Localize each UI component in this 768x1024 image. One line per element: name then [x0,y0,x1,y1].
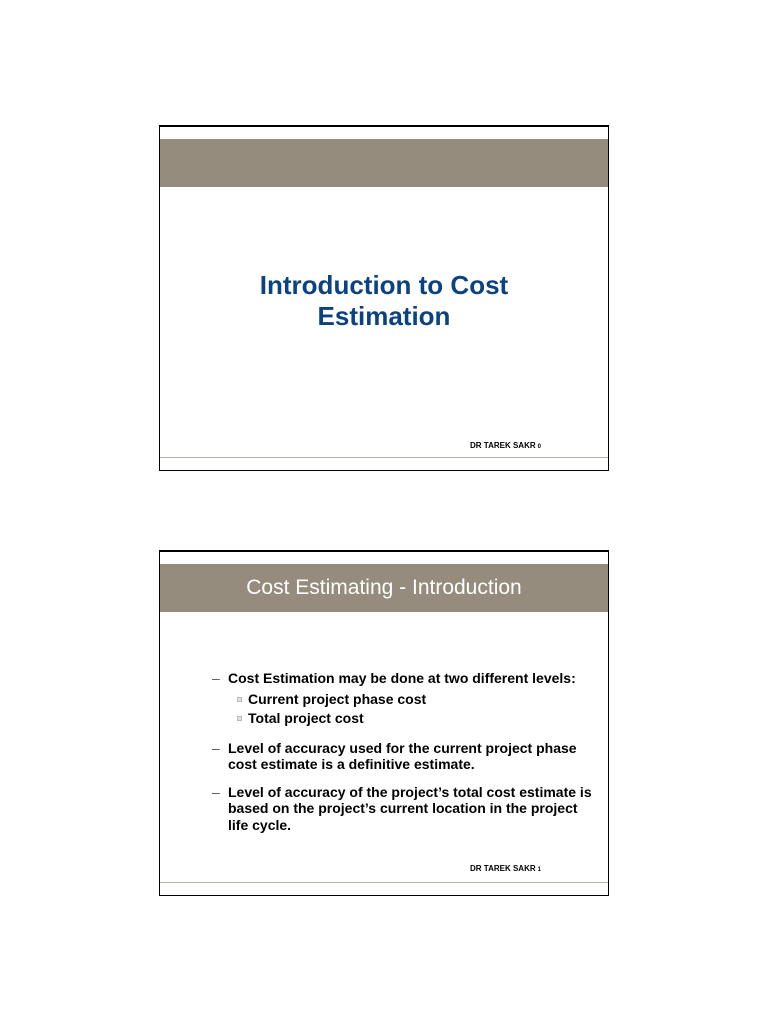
slide-1 [159,125,609,471]
dash-bullet-icon: – [212,670,220,686]
footer-divider [160,457,608,458]
sub-bullet-item [237,690,597,710]
bullet-text: Cost Estimation may be done at two different levels: [228,670,576,686]
slide-title-line-2: Estimation [317,301,451,331]
dash-bullet-icon: – [212,783,220,800]
bullet-item [212,670,597,729]
footer-divider [160,882,608,883]
slide-title [160,270,608,332]
dash-bullet-icon: – [212,739,220,756]
bullet-list [212,670,597,844]
slide-page-number: 1 [537,867,541,873]
slide-footer [470,864,541,873]
slide-header-title: Cost Estimating - Introduction [246,576,522,599]
slide-2 [159,550,609,896]
bullet-item [212,784,597,834]
slide-header-band [160,139,608,187]
slide-page-number: 0 [537,444,541,450]
slide-footer-author: DR TAREK SAKR [470,864,536,873]
sub-bullet-text: Total project cost [248,710,364,726]
sub-bullet-text: Current project phase cost [248,690,427,707]
slide-title-line-1: Introduction to Cost [259,270,509,300]
sub-bullet-item [237,709,597,729]
bullet-item [212,740,597,773]
square-bullet-icon [237,716,242,721]
sub-bullet-list [228,690,597,729]
slide-footer-author: DR TAREK SAKR [470,441,536,450]
slide-footer [470,441,541,450]
slide-header-band [160,564,608,612]
bullet-text: Level of accuracy used for the current project phase cost estimate is a definitive estimate. [228,739,577,772]
square-bullet-icon [237,697,242,702]
bullet-text: Level of accuracy of the project’s total cost estimate is based on the project’s current location in the project life cycle. [228,783,592,833]
